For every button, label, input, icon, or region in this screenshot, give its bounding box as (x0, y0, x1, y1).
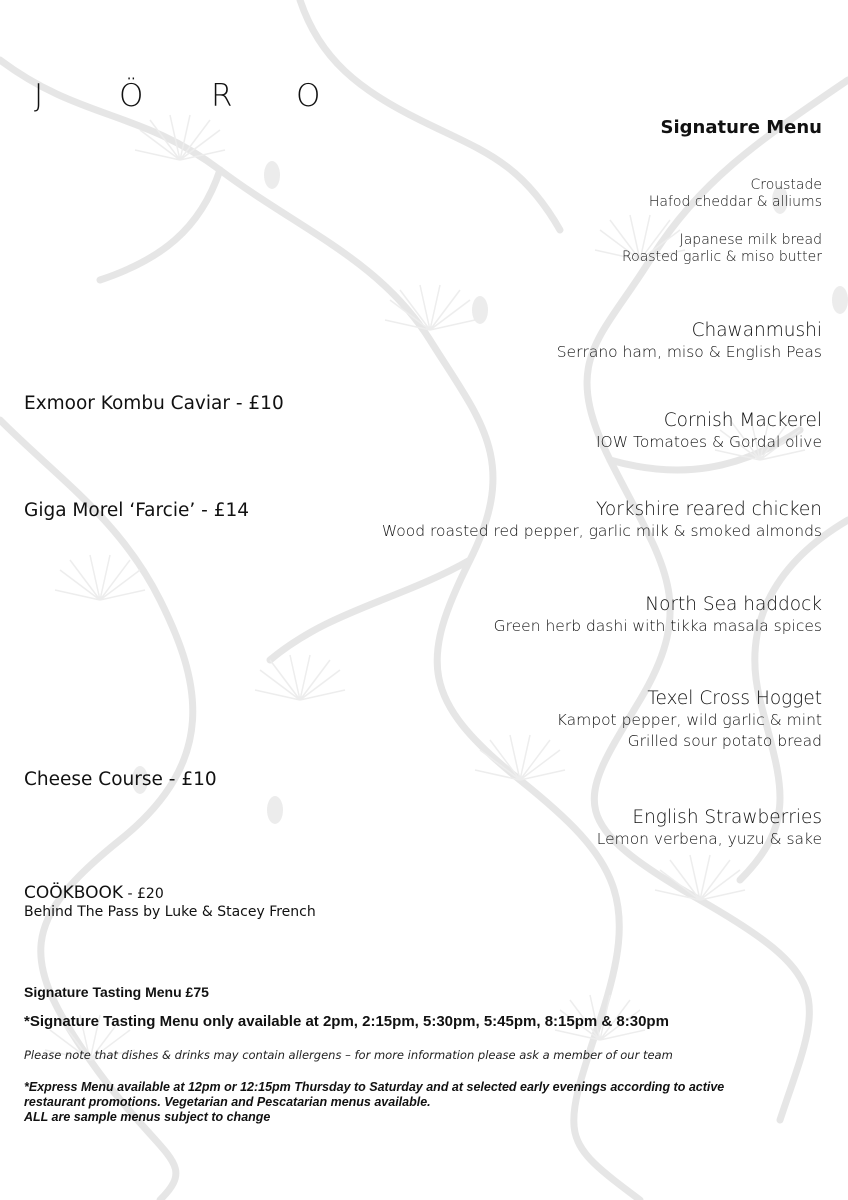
dish-description: Hafod cheddar & alliums (648, 194, 822, 210)
dish-description: Kampot pepper, wild garlic & mint (556, 711, 822, 729)
dish-description: Green herb dashi with tikka masala spices (493, 617, 822, 635)
dish-description: Grilled sour potato bread (627, 732, 822, 750)
dish-description: Roasted garlic & miso butter (622, 249, 822, 265)
joro-logo (34, 78, 334, 118)
menu-item-milk-bread (622, 232, 822, 266)
supplement-kombu-caviar: Exmoor Kombu Caviar - £10 (24, 393, 284, 414)
cookbook-price: - £20 (123, 886, 164, 902)
express-line: *Express Menu available at 12pm or 12:15pm Thursday to Saturday and at selected early evenings according to active (24, 1080, 725, 1094)
logo-letter: O (296, 78, 321, 114)
dish-description: Serrano ham, miso & English Peas (556, 343, 822, 361)
dish-name: English Strawberries (632, 807, 822, 828)
cookbook-offer (24, 883, 316, 920)
dish-description: IOW Tomatoes & Gordal olive (595, 433, 822, 451)
dish-name: North Sea haddock (645, 594, 822, 615)
menu-item-chicken (382, 499, 822, 542)
dish-description: Wood roasted red pepper, garlic milk & smoked almonds (381, 522, 822, 540)
menu-item-haddock (494, 594, 822, 637)
tasting-menu-availability: *Signature Tasting Menu only available at 2pm, 2:15pm, 5:30pm, 5:45pm, 8:15pm & 8:30pm (24, 1013, 669, 1030)
logo-letter: R (211, 78, 233, 114)
logo-letter: J (34, 78, 44, 114)
menu-item-chawanmushi (557, 320, 822, 363)
logo-letter: Ö (119, 78, 144, 114)
express-line: ALL are sample menus subject to change (24, 1110, 271, 1124)
dish-name: Yorkshire reared chicken (596, 499, 822, 520)
menu-item-strawberries (597, 807, 822, 850)
dish-name: Chawanmushi (691, 320, 822, 341)
dish-name: Japanese milk bread (679, 232, 822, 248)
cookbook-heading (24, 883, 316, 904)
cookbook-title: COÖKBOOK (24, 883, 124, 903)
menu-item-hogget (557, 688, 822, 752)
dish-name: Texel Cross Hogget (647, 688, 822, 709)
supplement-giga-morel: Giga Morel ‘Farcie’ - £14 (24, 500, 249, 521)
dish-description: Lemon verbena, yuzu & sake (596, 830, 822, 848)
dish-name: Cornish Mackerel (663, 410, 822, 431)
allergen-notice: Please note that dishes & drinks may contain allergens – for more information please ask a member of our team (24, 1048, 673, 1062)
dish-name: Croustade (750, 177, 822, 193)
express-line: restaurant promotions. Vegetarian and Pescatarian menus available. (24, 1095, 431, 1109)
menu-item-mackerel (596, 410, 822, 453)
cookbook-subtitle: Behind The Pass by Luke & Stacey French (24, 904, 316, 920)
menu-title: Signature Menu (660, 117, 822, 138)
express-menu-notice (24, 1080, 724, 1125)
supplement-cheese-course: Cheese Course - £10 (24, 769, 217, 790)
tasting-menu-price: Signature Tasting Menu £75 (24, 984, 209, 1000)
menu-item-croustade (649, 177, 822, 211)
